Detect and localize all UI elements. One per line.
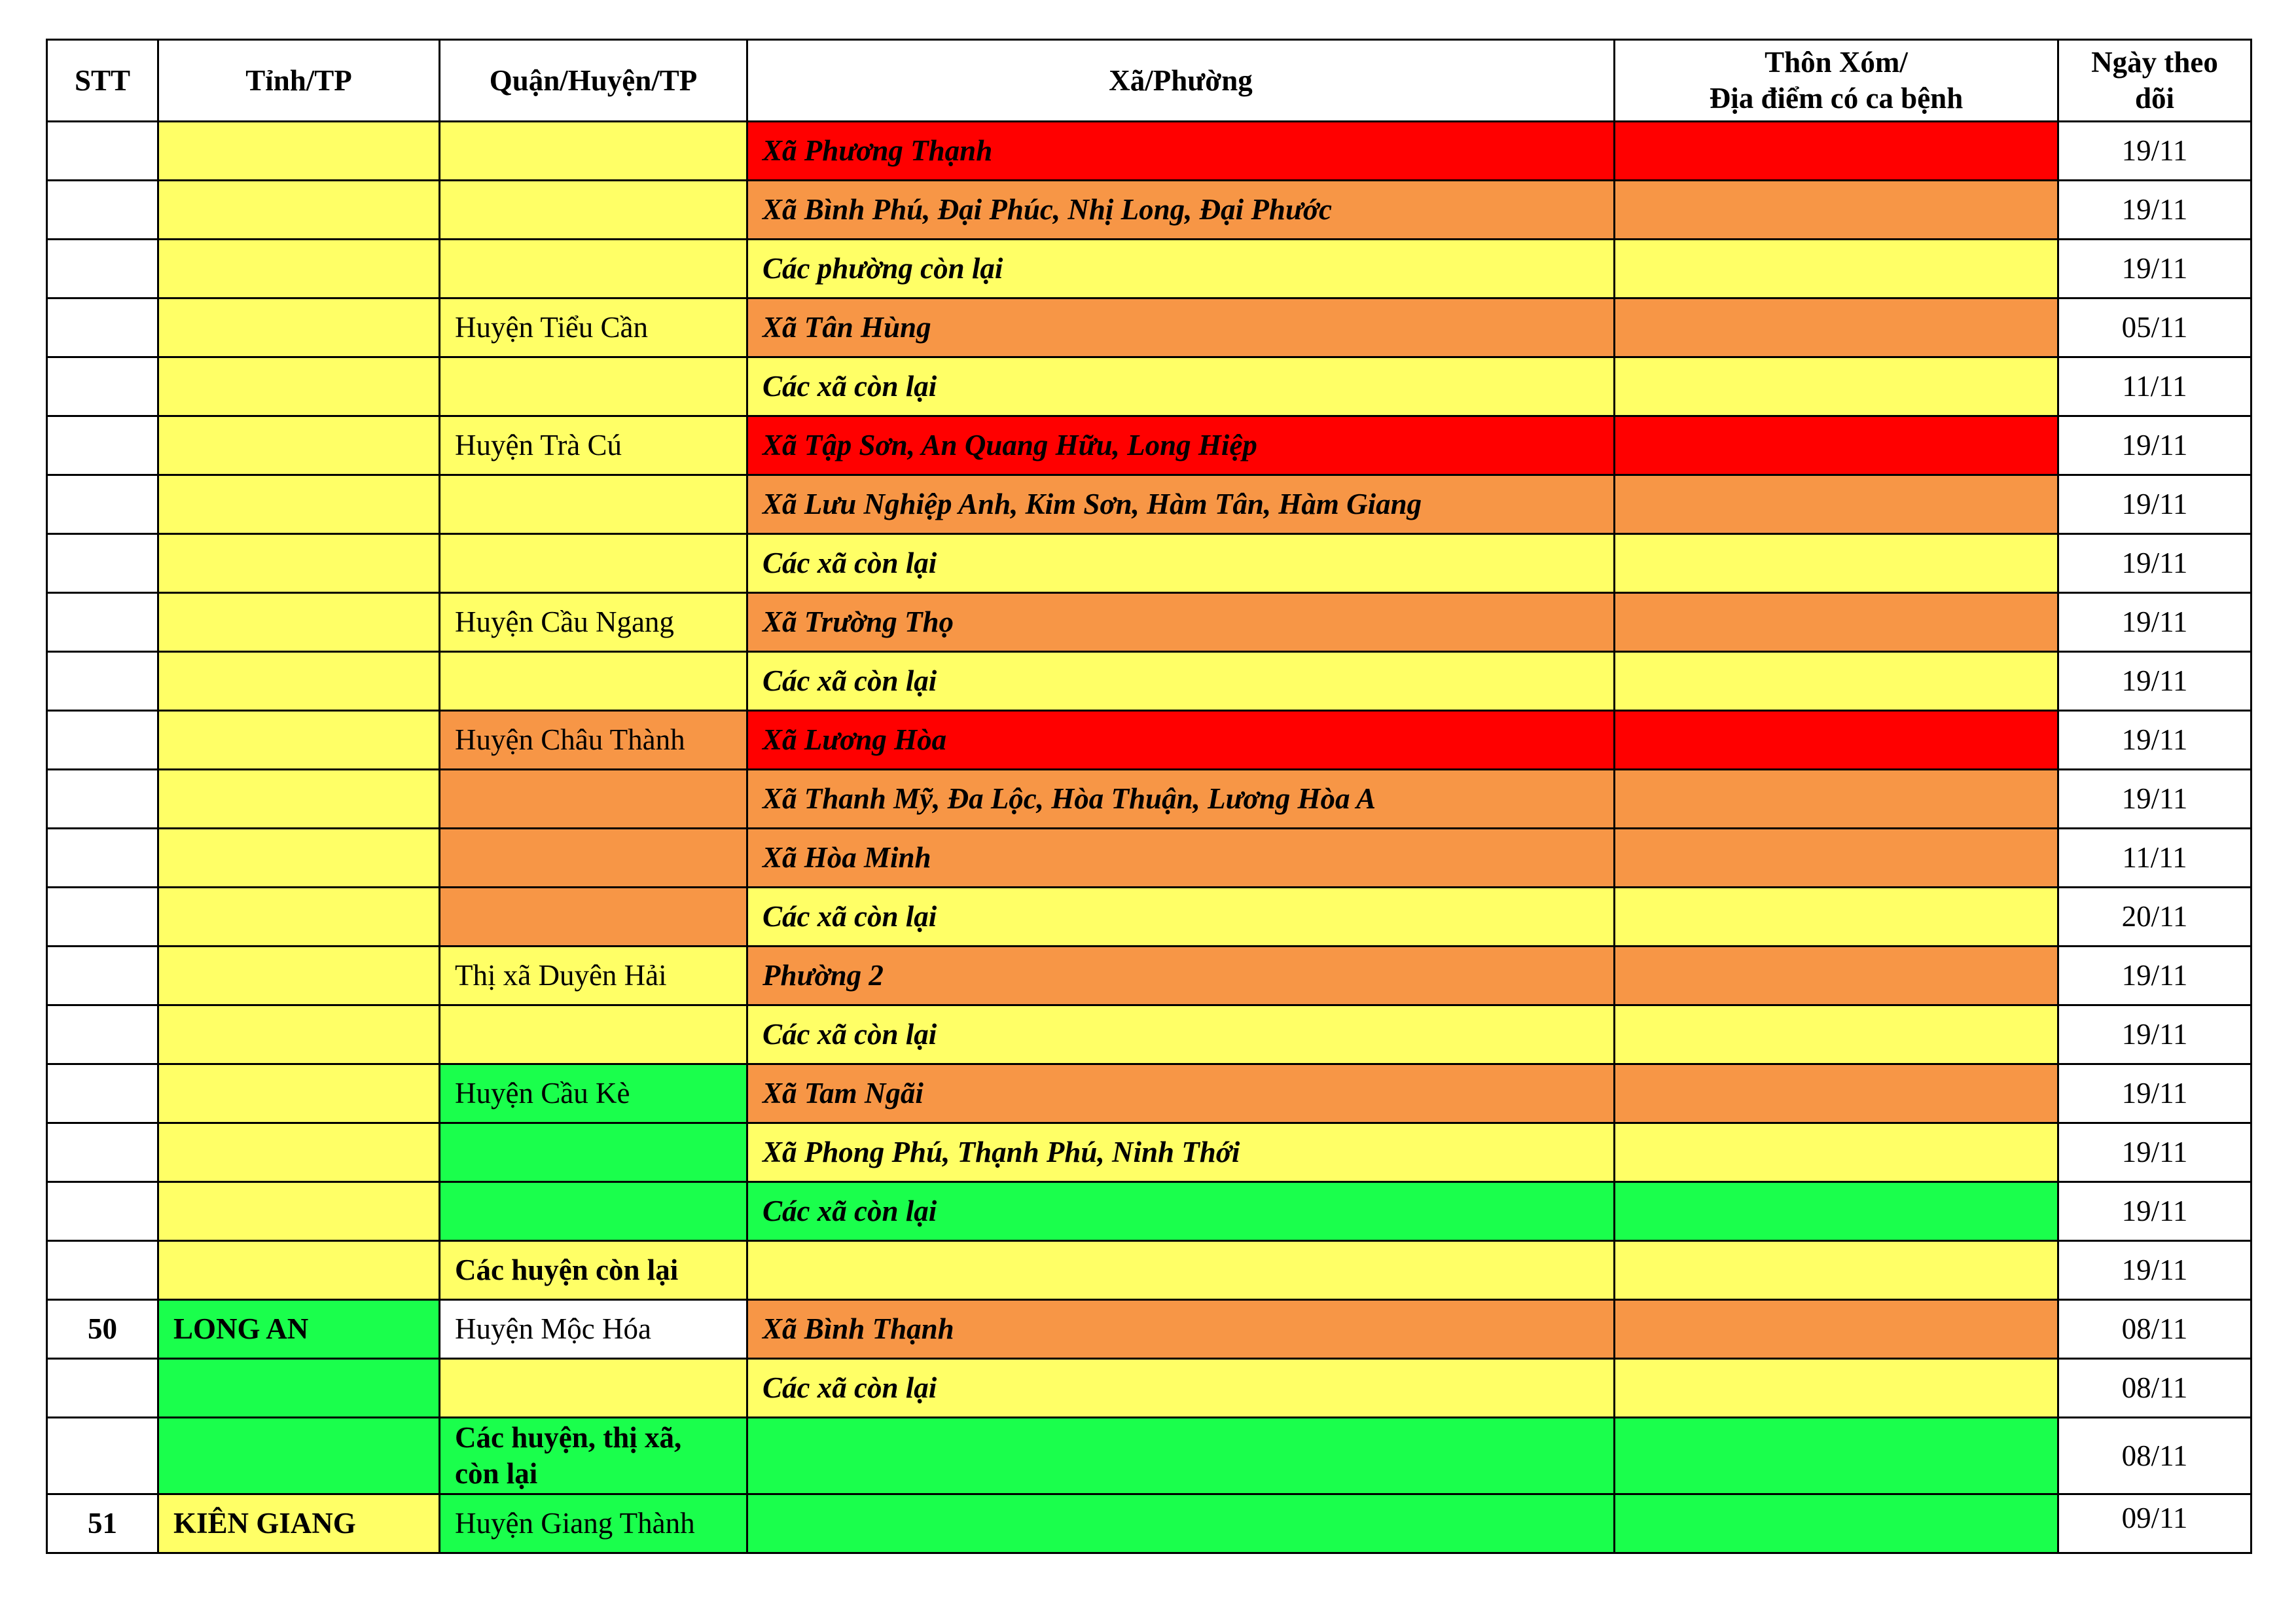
cell-xa: Xã Bình Thạnh <box>747 1300 1615 1359</box>
cell-thon <box>1615 1300 2058 1359</box>
cell-ngay: 19/11 <box>2058 711 2251 770</box>
cell-thon <box>1615 1241 2058 1300</box>
cell-tinh <box>158 770 440 829</box>
cell-quan: Các huyện, thị xã, còn lại <box>440 1418 747 1494</box>
header-ngay-line2: dõi <box>2134 82 2175 115</box>
cell-ngay: 19/11 <box>2058 122 2251 181</box>
epidemic-level-table <box>46 39 2252 1554</box>
cell-tinh <box>158 534 440 593</box>
cell-stt <box>47 593 158 652</box>
cell-ngay: 05/11 <box>2058 298 2251 357</box>
cell-xa: Các xã còn lại <box>747 534 1615 593</box>
cell-tinh <box>158 1418 440 1494</box>
cell-stt <box>47 534 158 593</box>
cell-tinh <box>158 1005 440 1064</box>
cell-tinh <box>158 947 440 1005</box>
cell-quan <box>440 122 747 181</box>
cell-xa: Xã Phong Phú, Thạnh Phú, Ninh Thới <box>747 1123 1615 1182</box>
table-row <box>47 298 2251 357</box>
table-row <box>47 888 2251 947</box>
cell-ngay: 08/11 <box>2058 1418 2251 1494</box>
cell-ngay: 19/11 <box>2058 593 2251 652</box>
cell-xa: Các phường còn lại <box>747 240 1615 298</box>
cell-xa: Xã Tam Ngãi <box>747 1064 1615 1123</box>
cell-quan <box>440 534 747 593</box>
table-row <box>47 1182 2251 1241</box>
cell-thon <box>1615 1182 2058 1241</box>
cell-stt <box>47 1418 158 1494</box>
cell-thon <box>1615 1005 2058 1064</box>
cell-xa <box>747 1418 1615 1494</box>
cell-tinh <box>158 711 440 770</box>
cell-xa: Các xã còn lại <box>747 1182 1615 1241</box>
cell-xa: Các xã còn lại <box>747 1005 1615 1064</box>
cell-tinh <box>158 122 440 181</box>
cell-thon <box>1615 1494 2058 1553</box>
header-xa: Xã/Phường <box>747 40 1615 122</box>
header-quan: Quận/Huyện/TP <box>440 40 747 122</box>
cell-thon <box>1615 298 2058 357</box>
cell-thon <box>1615 534 2058 593</box>
table-row <box>47 181 2251 240</box>
cell-stt <box>47 770 158 829</box>
cell-ngay: 19/11 <box>2058 1005 2251 1064</box>
cell-thon <box>1615 829 2058 888</box>
cell-xa: Xã Tân Hùng <box>747 298 1615 357</box>
cell-ngay: 20/11 <box>2058 888 2251 947</box>
cell-ngay: 19/11 <box>2058 240 2251 298</box>
cell-xa: Phường 2 <box>747 947 1615 1005</box>
cell-ngay: 19/11 <box>2058 181 2251 240</box>
cell-xa <box>747 1241 1615 1300</box>
cell-xa: Xã Trường Thọ <box>747 593 1615 652</box>
cell-ngay: 19/11 <box>2058 416 2251 475</box>
table-row <box>47 357 2251 416</box>
cell-thon <box>1615 1359 2058 1418</box>
cell-thon <box>1615 947 2058 1005</box>
cell-tinh <box>158 1182 440 1241</box>
cell-thon <box>1615 181 2058 240</box>
cell-quan: Huyện Mộc Hóa <box>440 1300 747 1359</box>
cell-xa: Các xã còn lại <box>747 357 1615 416</box>
cell-quan: Huyện Cầu Kè <box>440 1064 747 1123</box>
cell-ngay: 08/11 <box>2058 1359 2251 1418</box>
cell-ngay: 19/11 <box>2058 1182 2251 1241</box>
cell-ngay: 19/11 <box>2058 770 2251 829</box>
cell-xa: Xã Bình Phú, Đại Phúc, Nhị Long, Đại Phước <box>747 181 1615 240</box>
cell-ngay: 19/11 <box>2058 1123 2251 1182</box>
cell-quan <box>440 1123 747 1182</box>
table-row <box>47 829 2251 888</box>
cell-thon <box>1615 240 2058 298</box>
cell-thon <box>1615 888 2058 947</box>
cell-stt <box>47 122 158 181</box>
cell-tinh <box>158 829 440 888</box>
cell-tinh <box>158 298 440 357</box>
cell-quan: Các huyện còn lại <box>440 1241 747 1300</box>
cell-thon <box>1615 593 2058 652</box>
cell-stt <box>47 1182 158 1241</box>
table-row <box>47 1005 2251 1064</box>
cell-stt: 50 <box>47 1300 158 1359</box>
cell-xa <box>747 1494 1615 1553</box>
cell-stt <box>47 475 158 534</box>
cell-tinh: KIÊN GIANG <box>158 1494 440 1553</box>
cell-stt <box>47 1359 158 1418</box>
table-row <box>47 416 2251 475</box>
cell-quan <box>440 181 747 240</box>
cell-quan <box>440 770 747 829</box>
cell-tinh <box>158 1064 440 1123</box>
cell-thon <box>1615 1418 2058 1494</box>
cell-stt <box>47 357 158 416</box>
cell-stt <box>47 298 158 357</box>
cell-quan <box>440 1182 747 1241</box>
cell-stt <box>47 829 158 888</box>
cell-stt <box>47 1005 158 1064</box>
cell-stt <box>47 947 158 1005</box>
table-row <box>47 1064 2251 1123</box>
cell-ngay: 08/11 <box>2058 1300 2251 1359</box>
cell-ngay: 19/11 <box>2058 534 2251 593</box>
cell-quan: Huyện Tiểu Cần <box>440 298 747 357</box>
cell-ngay: 11/11 <box>2058 357 2251 416</box>
table-row <box>47 770 2251 829</box>
cell-stt <box>47 416 158 475</box>
cell-quan <box>440 1005 747 1064</box>
cell-xa: Các xã còn lại <box>747 652 1615 711</box>
cell-thon <box>1615 1064 2058 1123</box>
cell-ngay: 19/11 <box>2058 475 2251 534</box>
cell-xa: Xã Tập Sơn, An Quang Hữu, Long Hiệp <box>747 416 1615 475</box>
header-thon <box>1615 40 2058 122</box>
cell-xa: Các xã còn lại <box>747 1359 1615 1418</box>
cell-thon <box>1615 652 2058 711</box>
cell-stt <box>47 1123 158 1182</box>
header-thon-line1: Thôn Xóm/ <box>1765 46 1908 79</box>
cell-quan: Thị xã Duyên Hải <box>440 947 747 1005</box>
cell-tinh <box>158 1241 440 1300</box>
cell-tinh <box>158 1359 440 1418</box>
cell-xa: Xã Thanh Mỹ, Đa Lộc, Hòa Thuận, Lương Hòa A <box>747 770 1615 829</box>
cell-quan <box>440 829 747 888</box>
cell-tinh: LONG AN <box>158 1300 440 1359</box>
cell-ngay: 19/11 <box>2058 1064 2251 1123</box>
table-row <box>47 652 2251 711</box>
cell-quan <box>440 888 747 947</box>
table-row <box>47 1494 2251 1553</box>
cell-tinh <box>158 416 440 475</box>
cell-thon <box>1615 1123 2058 1182</box>
cell-quan <box>440 240 747 298</box>
cell-thon <box>1615 711 2058 770</box>
table-row <box>47 1418 2251 1494</box>
cell-tinh <box>158 1123 440 1182</box>
cell-xa: Xã Lưu Nghiệp Anh, Kim Sơn, Hàm Tân, Hàm Giang <box>747 475 1615 534</box>
cell-stt <box>47 652 158 711</box>
cell-tinh <box>158 888 440 947</box>
cell-tinh <box>158 475 440 534</box>
cell-stt <box>47 240 158 298</box>
cell-stt <box>47 1241 158 1300</box>
cell-quan <box>440 652 747 711</box>
cell-xa: Các xã còn lại <box>747 888 1615 947</box>
cell-quan: Huyện Châu Thành <box>440 711 747 770</box>
table-row <box>47 475 2251 534</box>
cell-tinh <box>158 357 440 416</box>
cell-tinh <box>158 593 440 652</box>
header-thon-line2: Địa điểm có ca bệnh <box>1709 82 1964 115</box>
header-stt: STT <box>47 40 158 122</box>
cell-tinh <box>158 181 440 240</box>
cell-thon <box>1615 122 2058 181</box>
cell-xa: Xã Phương Thạnh <box>747 122 1615 181</box>
cell-ngay: 19/11 <box>2058 1241 2251 1300</box>
cell-tinh <box>158 652 440 711</box>
header-tinh: Tỉnh/TP <box>158 40 440 122</box>
cell-tinh <box>158 240 440 298</box>
table-row <box>47 593 2251 652</box>
cell-xa: Xã Lương Hòa <box>747 711 1615 770</box>
table-row <box>47 1123 2251 1182</box>
cell-stt <box>47 888 158 947</box>
table-row <box>47 534 2251 593</box>
table-row <box>47 1359 2251 1418</box>
table-row <box>47 711 2251 770</box>
cell-thon <box>1615 416 2058 475</box>
cell-thon <box>1615 357 2058 416</box>
cell-stt <box>47 1064 158 1123</box>
table-row <box>47 947 2251 1005</box>
cell-ngay: 09/11 <box>2058 1494 2251 1553</box>
cell-thon <box>1615 475 2058 534</box>
cell-thon <box>1615 770 2058 829</box>
cell-ngay: 19/11 <box>2058 947 2251 1005</box>
cell-ngay: 11/11 <box>2058 829 2251 888</box>
cell-ngay: 19/11 <box>2058 652 2251 711</box>
cell-stt <box>47 711 158 770</box>
cell-quan: Huyện Trà Cú <box>440 416 747 475</box>
header-row <box>47 40 2251 122</box>
table-row <box>47 1300 2251 1359</box>
cell-quan: Huyện Giang Thành <box>440 1494 747 1553</box>
table-row <box>47 1241 2251 1300</box>
header-ngay <box>2058 40 2251 122</box>
cell-stt <box>47 181 158 240</box>
cell-quan <box>440 1359 747 1418</box>
cell-quan: Huyện Cầu Ngang <box>440 593 747 652</box>
cell-xa: Xã Hòa Minh <box>747 829 1615 888</box>
table-row <box>47 122 2251 181</box>
cell-quan <box>440 475 747 534</box>
cell-stt: 51 <box>47 1494 158 1553</box>
table-row <box>47 240 2251 298</box>
header-ngay-line1: Ngày theo <box>2091 46 2218 79</box>
cell-quan <box>440 357 747 416</box>
